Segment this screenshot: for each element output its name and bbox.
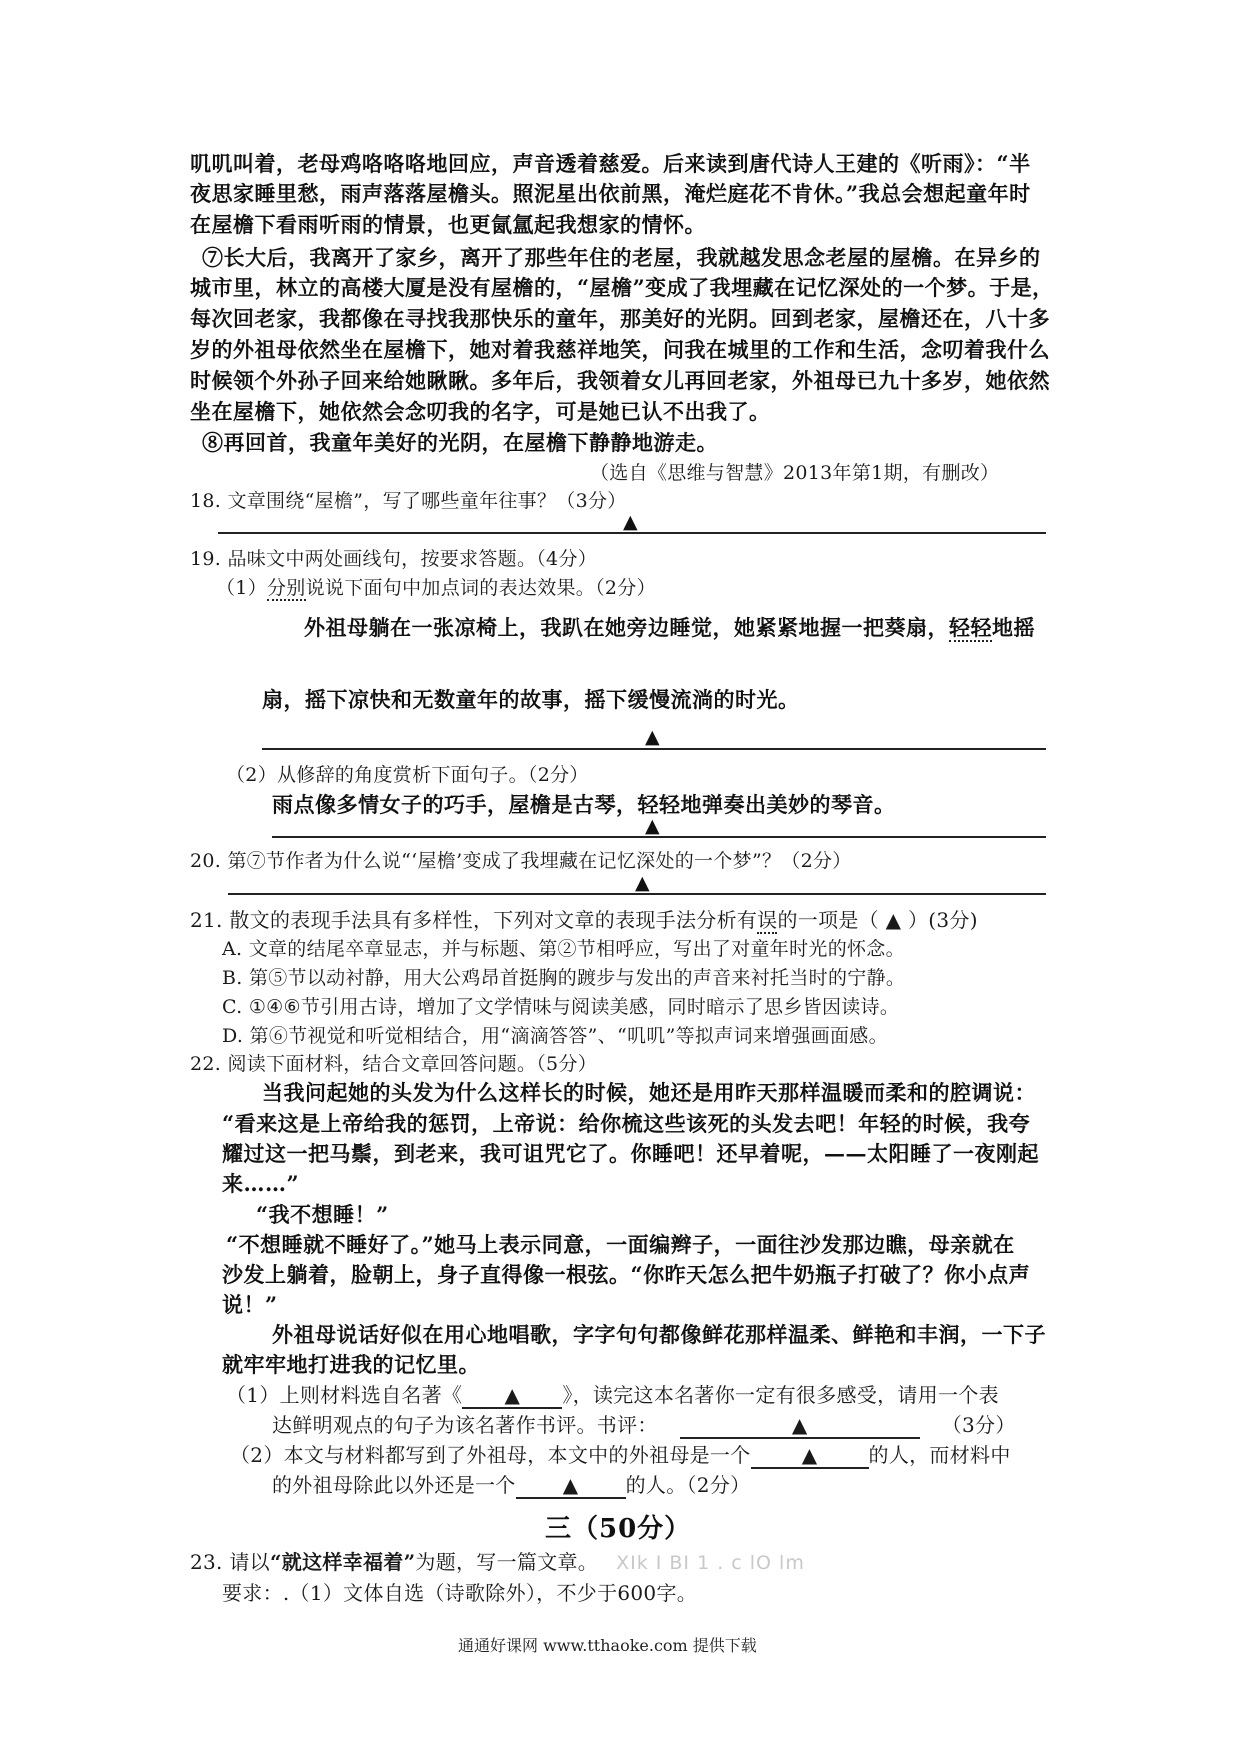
answer-line	[228, 893, 1046, 895]
option-a: A. 文章的结尾卒章显志，并与标题、第②节相呼应，写出了对童年时光的怀念。	[222, 938, 905, 960]
sub-text: 的人。（2分）	[625, 1473, 751, 1497]
question-text: 的一项是（ ▲ ）(3分)	[777, 908, 978, 932]
answer-marker: ▲	[635, 872, 650, 894]
quoted-sentence: 雨点像多情女子的巧手，屋檐是古琴，轻轻地弹奏出美妙的琴音。	[272, 792, 896, 817]
sub-text: 达鲜明观点的句子为该名著作书评。书评：	[272, 1413, 658, 1437]
sub-text: 》，读完这本名著你一定有很多感受，请用一个表	[562, 1383, 999, 1407]
answer-line	[262, 748, 1046, 750]
question-18: 18. 文章围绕“屋檐”，写了哪些童年往事？（3分）	[190, 490, 627, 512]
answer-line	[272, 836, 1046, 838]
question-22-sub2	[230, 1439, 1011, 1469]
question-20: 20. 第⑦节作者为什么说“‘屋檐’变成了我埋藏在记忆深处的一个梦”？（2分）	[190, 850, 852, 872]
passage-line: 夜思家睡里愁，雨声落落屋檐头。照泥星出依前黑，淹烂庭花不肯休。”我总会想起童年时	[190, 181, 1031, 206]
option-d: D. 第⑥节视觉和听觉相结合，用“滴滴答答”、“叽叽”等拟声词来增强画面感。	[222, 1025, 888, 1047]
question-text: 为题，写一篇文章。	[415, 1550, 599, 1574]
answer-line	[218, 532, 1046, 534]
question-19-sub1	[216, 573, 656, 600]
answer-marker: ▲	[791, 1413, 808, 1437]
material-line: 外祖母说话好似在用心地唱歌，字字句句都像鲜花那样温柔、鲜艳和丰润，一下子	[272, 1322, 1046, 1347]
passage-line: 城市里，林立的高楼大厦是没有屋檐的，“屋檐”变成了我埋藏在记忆深处的一个梦。于是，	[190, 275, 1054, 300]
footer-text: 通通好课网 www.tthaoke.com 提供下载	[458, 1636, 757, 1655]
material-line: “看来这是上帝给我的惩罚，上帝说：给你梳这些该死的头发去吧！年轻的时候，我夸	[222, 1111, 1031, 1136]
passage-line: ⑦长大后，我离开了家乡，离开了那些年住的老屋，我就越发思念老屋的屋檐。在异乡的	[202, 245, 1041, 270]
question-22: 22. 阅读下面材料，结合文章回答问题。（5分）	[190, 1053, 598, 1075]
passage-line: 每次回老家，我都像在寻找我那快乐的童年，那美好的光阴。回到老家，屋檐还在，八十多	[190, 306, 1050, 331]
question-19: 19. 品味文中两处画线句，按要求答题。（4分）	[190, 548, 598, 570]
question-22-sub1-cont	[272, 1409, 1016, 1439]
material-line: 耀过这一把马鬃，到老来，我可诅咒它了。你睡吧！还早着呢，——太阳睡了一夜刚起	[222, 1141, 1039, 1166]
essay-title: “就这样幸福着”	[269, 1550, 416, 1574]
sub-text: （1）上则材料选自名著《	[226, 1383, 463, 1407]
answer-marker: ▲	[801, 1443, 818, 1467]
question-22-sub2-cont	[272, 1469, 750, 1499]
answer-marker: ▲	[645, 815, 660, 837]
dotted-word: 分别	[267, 577, 306, 599]
answer-marker: ▲	[623, 511, 638, 533]
material-line: “我不想睡！”	[256, 1202, 389, 1227]
dotted-word: 轻轻	[949, 615, 992, 640]
sub-text: 的人，而材料中	[868, 1443, 1011, 1467]
answer-blank	[751, 1443, 869, 1469]
question-text: 21. 散文的表现手法具有多样性，下列对文章的表现手法分析有	[190, 908, 758, 932]
passage-line: 岁的外祖母依然坐在屋檐下，她对着我慈祥地笑，问我在城里的工作和生活，念叨着我什么	[190, 337, 1050, 362]
sub-text: （2）本文与材料都写到了外祖母，本文中的外祖母是一个	[230, 1443, 751, 1467]
sentence-part: 地摇	[992, 615, 1035, 640]
question-23-requirement: 要求：.（1）文体自选（诗歌除外），不少于600字。	[222, 1581, 698, 1605]
question-22-sub1	[226, 1379, 999, 1409]
passage-line: ⑧再回首，我童年美好的光阴，在屋檐下静静地游走。	[202, 430, 718, 455]
material-line: 当我问起她的头发为什么这样长的时候，她还是用昨天那样温暖而柔和的腔调说：	[262, 1080, 1036, 1105]
material-line: 沙发上躺着，脸朝上，身子直得像一根弦。“你昨天怎么把牛奶瓶子打破了？你小点声	[222, 1262, 1031, 1287]
quoted-sentence	[304, 612, 1035, 642]
dotted-word: 误	[757, 908, 778, 932]
sub-label: （1）	[216, 577, 267, 599]
question-21	[190, 904, 978, 933]
passage-line: 叽叽叫着，老母鸡咯咯咯地回应，声音透着慈爱。后来读到唐代诗人王建的《听雨》：“半	[190, 151, 1031, 176]
sub-text: 说说下面句中加点词的表达效果。（2分）	[305, 577, 656, 599]
answer-marker: ▲	[645, 726, 660, 748]
option-c: C. ①④⑥节引用古诗，增加了文学情味与阅读美感，同时暗示了思乡皆因读诗。	[222, 996, 900, 1018]
material-line: 就牢牢地打进我的记忆里。	[222, 1352, 480, 1377]
passage-line: 时候领个外孙子回来给她瞅瞅。多年后，我领着女儿再回老家，外祖母已九十多岁，她依然	[190, 368, 1050, 393]
question-19-sub2: （2）从修辞的角度赏析下面句子。（2分）	[226, 764, 589, 786]
answer-marker: ▲	[504, 1383, 521, 1407]
section-title: 三（50分）	[545, 1514, 692, 1544]
material-line: “不想睡就不睡好了。”她马上表示同意，一面编辫子，一面往沙发那边瞧，母亲就在	[226, 1232, 1015, 1257]
book-title-blank	[462, 1383, 562, 1409]
question-23	[190, 1546, 805, 1575]
review-blank	[680, 1413, 920, 1439]
material-line: 来……”	[222, 1171, 300, 1196]
question-text: 23. 请以	[190, 1550, 270, 1574]
passage-line: 在屋檐下看雨听雨的情景，也更氤氲起我想家的情怀。	[190, 212, 706, 237]
sentence-part: 外祖母躺在一张凉椅上，我趴在她旁边睡觉，她紧紧地握一把葵扇，	[304, 615, 949, 640]
passage-source: （选自《思维与智慧》2013年第1期，有删改）	[590, 462, 1000, 484]
answer-blank	[516, 1473, 626, 1499]
sub-text: 的外祖母除此以外还是一个	[272, 1473, 516, 1497]
answer-marker: ▲	[562, 1473, 579, 1497]
score: （3分）	[941, 1413, 1016, 1437]
quoted-sentence: 扇，摇下凉快和无数童年的故事，摇下缓慢流淌的时光。	[262, 687, 800, 712]
material-line: 说！”	[222, 1292, 278, 1317]
passage-line: 坐在屋檐下，她依然会念叨我的名字，可是她已认不出我了。	[190, 399, 771, 424]
option-b: B. 第⑤节以动衬静，用大公鸡昂首挺胸的踱步与发出的声音来衬托当时的宁静。	[222, 967, 906, 989]
watermark: XIk I BI 1 . c lO lm	[616, 1552, 805, 1574]
